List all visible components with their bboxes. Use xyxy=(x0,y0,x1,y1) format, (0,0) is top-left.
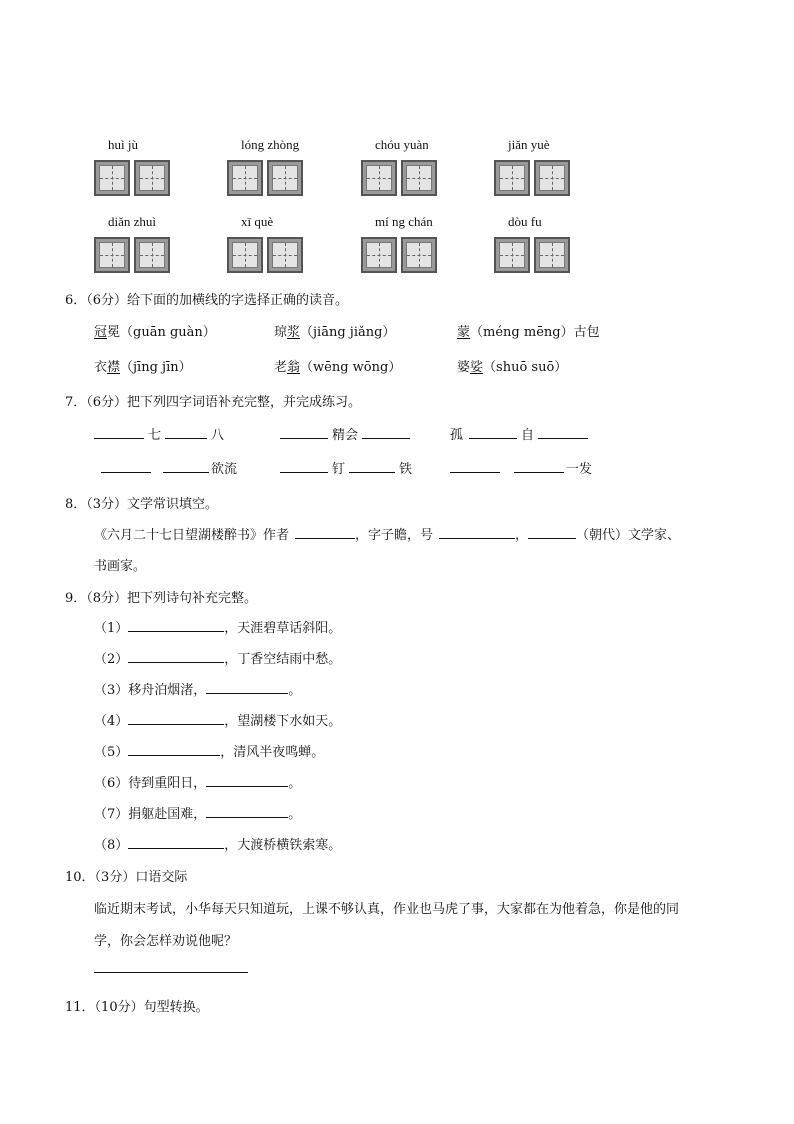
answer-blank[interactable] xyxy=(206,772,288,787)
answer-blank[interactable] xyxy=(362,424,410,439)
pinyin-label: mí ng chán xyxy=(375,214,433,229)
pronunciation-item: 琼浆（jiāng jiǎng） xyxy=(274,325,396,340)
pinyin-label: huì jù xyxy=(108,137,138,152)
writing-grid[interactable] xyxy=(94,160,170,196)
answer-blank[interactable] xyxy=(439,524,515,539)
question-8-line: 书画家。 xyxy=(94,559,147,574)
answer-blank[interactable] xyxy=(165,424,207,439)
poem-line: （3）移舟泊烟渚， 。 xyxy=(94,679,301,698)
idiom-row: 精会 xyxy=(280,424,410,443)
question-10-text: 临近期末考试，小华每天只知道玩，上课不够认真，作业也马虎了事，大家都在为他着急，你是他的同 xyxy=(94,902,680,917)
answer-blank[interactable] xyxy=(128,648,224,663)
writing-grid[interactable] xyxy=(361,237,437,273)
pinyin-label: chóu yuàn xyxy=(375,137,429,152)
pinyin-label: xī què xyxy=(241,214,274,229)
poem-line: （4） ，望湖楼下水如天。 xyxy=(94,710,341,729)
pronunciation-item: 冠冕（guān guàn） xyxy=(94,325,216,340)
idiom-row: 孤 自 xyxy=(450,424,588,443)
poem-line: （2） ，丁香空结雨中愁。 xyxy=(94,648,341,667)
pinyin-label: diǎn zhuì xyxy=(108,214,157,229)
poem-line: （6）待到重阳日， 。 xyxy=(94,772,301,791)
answer-blank[interactable] xyxy=(128,741,220,756)
answer-blank[interactable] xyxy=(514,458,564,473)
pinyin-label: lóng zhòng xyxy=(241,137,300,152)
pronunciation-item: 婆娑（shuō suō） xyxy=(457,360,568,375)
answer-blank[interactable] xyxy=(538,424,588,439)
answer-blank[interactable] xyxy=(349,458,395,473)
answer-blank[interactable] xyxy=(469,424,517,439)
pinyin-label: dòu fu xyxy=(508,214,542,229)
answer-blank[interactable] xyxy=(163,458,209,473)
question-11-title: 11．（10分）句型转换。 xyxy=(65,1000,209,1015)
question-8-title: 8．（3分）文学常识填空。 xyxy=(65,497,219,512)
answer-blank[interactable] xyxy=(128,710,224,725)
question-6-title: 6．（6分）给下面的加横线的字选择正确的读音。 xyxy=(65,293,349,308)
idiom-row: 钉 铁 xyxy=(280,458,412,477)
pronunciation-item: 老翁（wēng wōng） xyxy=(274,360,402,375)
poem-line: （1） ，天涯碧草话斜阳。 xyxy=(94,617,341,636)
question-9-title: 9．（8分）把下列诗句补充完整。 xyxy=(65,591,258,606)
writing-grid[interactable] xyxy=(361,160,437,196)
writing-grid[interactable] xyxy=(494,160,570,196)
poem-line: （8） ，大渡桥横铁索寒。 xyxy=(94,834,341,853)
answer-blank[interactable] xyxy=(450,458,500,473)
answer-blank[interactable] xyxy=(280,424,328,439)
answer-blank[interactable] xyxy=(528,524,576,539)
pronunciation-item: 衣襟（jīng jīn） xyxy=(94,360,192,375)
answer-blank[interactable] xyxy=(206,679,288,694)
writing-grid[interactable] xyxy=(494,237,570,273)
writing-grid[interactable] xyxy=(94,237,170,273)
writing-grid[interactable] xyxy=(227,160,303,196)
idiom-row: 一发 xyxy=(450,458,592,477)
answer-blank[interactable] xyxy=(94,424,144,439)
answer-blank[interactable] xyxy=(128,834,224,849)
idiom-row: 七 八 xyxy=(94,424,224,443)
pinyin-label: jiǎn yuè xyxy=(508,137,550,152)
answer-blank[interactable] xyxy=(280,458,328,473)
answer-line[interactable] xyxy=(94,958,248,977)
answer-blank[interactable] xyxy=(128,617,224,632)
question-7-title: 7．（6分）把下列四字词语补充完整，并完成练习。 xyxy=(65,395,362,410)
answer-blank[interactable] xyxy=(295,524,355,539)
poem-line: （5） ，清风半夜鸣蝉。 xyxy=(94,741,324,760)
question-10-title: 10．（3分）口语交际 xyxy=(65,870,188,885)
poem-line: （7）捐躯赴国难， 。 xyxy=(94,803,301,822)
question-8-line: 《六月二十七日望湖楼醉书》作者 ，字子瞻，号 ， （朝代）文学家、 xyxy=(94,524,680,543)
answer-blank[interactable] xyxy=(206,803,288,818)
question-10-text: 学，你会怎样劝说他呢？ xyxy=(94,934,238,949)
idiom-row: 欲流 xyxy=(101,458,237,477)
pronunciation-item: 蒙（méng mēng）古包 xyxy=(457,325,600,340)
answer-blank[interactable] xyxy=(101,458,151,473)
writing-grid[interactable] xyxy=(227,237,303,273)
